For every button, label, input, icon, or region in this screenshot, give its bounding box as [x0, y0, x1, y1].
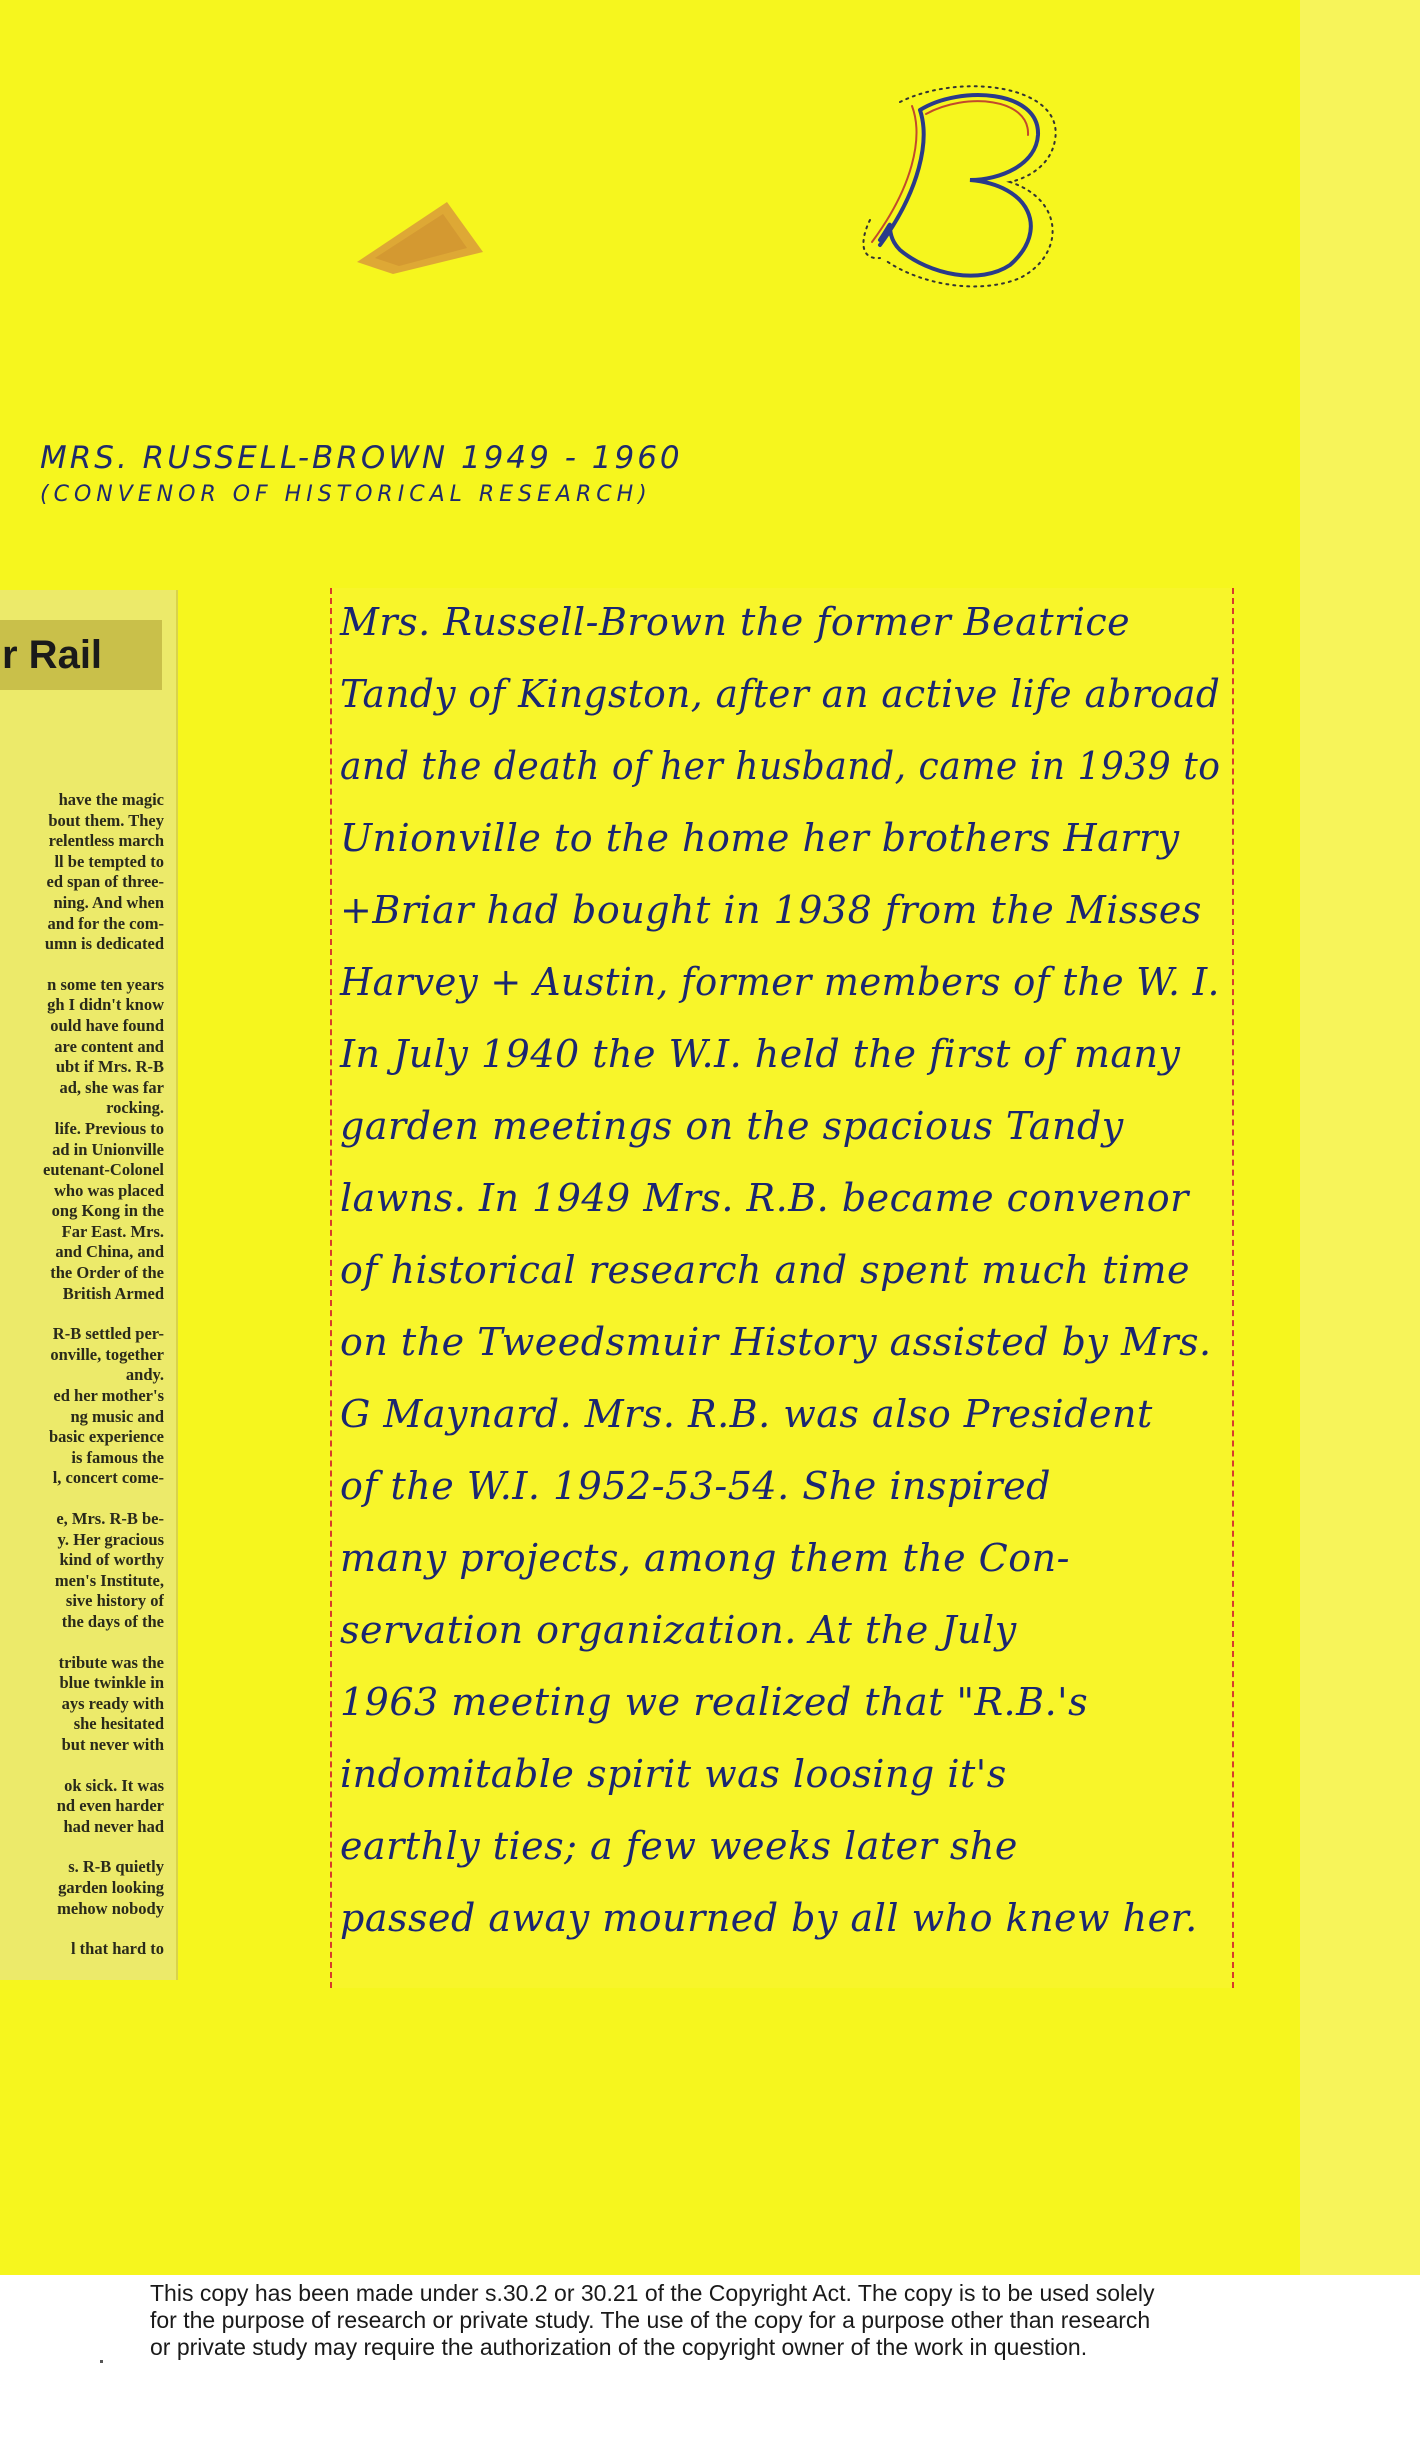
memoir-line: Harvey + Austin, former members of the W. I.: [340, 960, 1220, 1004]
clipping-line: nd even harder: [56, 1796, 164, 1816]
clipping-paragraph-gap: [0, 1919, 164, 1939]
clipping-line: e, Mrs. R-B be-: [56, 1509, 164, 1528]
clipping-line: and for the com-: [47, 913, 164, 933]
clipping-line: ubt if Mrs. R-B: [55, 1057, 164, 1077]
paper-scrap: [355, 200, 485, 280]
clipping-line: sive history of: [65, 1591, 164, 1611]
memoir-line: +Briar had bought in 1938 from the Misses: [340, 888, 1202, 932]
clipping-paragraph-gap: [0, 1837, 164, 1857]
clipping-line: ong Kong in the: [51, 1201, 164, 1221]
memoir-line: garden meetings on the spacious Tandy: [340, 1104, 1124, 1148]
newspaper-clipping: [0, 590, 178, 1980]
clipping-line: ad, she was far: [59, 1077, 164, 1097]
clipping-line: mehow nobody: [57, 1898, 164, 1918]
clipping-line: are content and: [54, 1036, 164, 1056]
clipping-line: tribute was the: [58, 1652, 164, 1672]
clipping-line: the days of the: [61, 1611, 164, 1631]
clipping-line: bout them. They: [48, 810, 164, 830]
clipping-line: who was placed: [53, 1180, 164, 1200]
copyright-line: or private study may require the authorization of the copyright owner of the work in question.: [150, 2334, 1088, 2360]
speck: [100, 2360, 103, 2363]
clipping-line: Far East. Mrs.: [61, 1221, 164, 1241]
clipping-line: s. R-B quietly: [68, 1857, 164, 1877]
clipping-line: but never with: [61, 1734, 164, 1754]
clipping-line: n some ten years: [47, 974, 164, 994]
clipping-paragraph-gap: [0, 955, 164, 975]
copyright-notice: [150, 2280, 1400, 2361]
clipping-line: umn is dedicated: [44, 934, 164, 954]
clipping-line: men's Institute,: [54, 1570, 164, 1590]
clipping-line: ad in Unionville: [52, 1139, 164, 1159]
clipping-line: eutenant-Colonel: [43, 1160, 164, 1180]
clipping-line: the Order of the: [50, 1263, 164, 1283]
clipping-line: ng music and: [70, 1406, 164, 1426]
memoir-line: on the Tweedsmuir History assisted by Mrs.: [340, 1320, 1212, 1364]
memoir-line: of the W.I. 1952-53-54. She inspired: [340, 1464, 1051, 1508]
clipping-line: ll be tempted to: [54, 851, 164, 871]
clipping-line: ning. And when: [53, 892, 164, 912]
clipping-line: have the magic: [58, 790, 164, 809]
memoir-line: and the death of her husband, came in 1939 to: [340, 744, 1221, 788]
clipping-line: had never had: [63, 1816, 164, 1836]
clipping-line: R-B settled per-: [52, 1324, 164, 1344]
memoir-line: of historical research and spent much time: [340, 1248, 1191, 1292]
memoir-line: earthly ties; a few weeks later she: [340, 1824, 1018, 1868]
clipping-line: ould have found: [50, 1015, 164, 1035]
page-edge-band: [1300, 0, 1420, 2275]
clipping-line: gh I didn't know: [47, 995, 164, 1015]
memoir-line: indomitable spirit was loosing it's: [340, 1752, 1007, 1796]
section-letter-b-ornament: [840, 80, 1100, 290]
clipping-line: relentless march: [48, 831, 164, 851]
clipping-line: life. Previous to: [54, 1118, 164, 1138]
clipping-line: ok sick. It was: [64, 1775, 164, 1795]
clipping-line: ed span of three-: [46, 872, 164, 892]
memoir-line: servation organization. At the July: [340, 1608, 1017, 1652]
clipping-line: she hesitated: [73, 1714, 164, 1734]
clipping-paragraph-gap: [0, 1304, 164, 1324]
memoir-line: Unionville to the home her brothers Harry: [340, 816, 1180, 860]
clipping-paragraph-gap: [0, 1756, 164, 1776]
memoir-line: Mrs. Russell-Brown the former Beatrice: [340, 600, 1131, 644]
memoir-line: 1963 meeting we realized that "R.B.'s: [340, 1680, 1089, 1724]
clipping-line: ays ready with: [61, 1693, 164, 1713]
memoir-line: lawns. In 1949 Mrs. R.B. became convenor: [340, 1176, 1189, 1220]
clipping-line: l, concert come-: [52, 1468, 164, 1488]
clipping-line: blue twinkle in: [59, 1673, 164, 1693]
clipping-line: kind of worthy: [59, 1550, 164, 1570]
clipping-line: is famous the: [71, 1447, 164, 1467]
clipping-line: British Armed: [62, 1283, 164, 1303]
clipping-column: [0, 790, 164, 1960]
clipping-line: ed her mother's: [53, 1386, 164, 1406]
memoir-line: many projects, among them the Con-: [340, 1536, 1070, 1580]
clipping-line: onville, together: [50, 1344, 164, 1364]
clipping-line: andy.: [125, 1365, 164, 1385]
memoir-line: In July 1940 the W.I. held the first of many: [340, 1032, 1181, 1076]
clipping-line: l that hard to: [70, 1939, 164, 1959]
header-title: MRS. RUSSELL-BROWN 1949 - 1960: [40, 440, 683, 476]
clipping-line: rocking.: [106, 1098, 164, 1118]
clipping-headline: r Rail: [0, 620, 162, 690]
page-header: [40, 440, 840, 507]
clipping-line: garden looking: [58, 1877, 164, 1897]
clipping-line: basic experience: [48, 1427, 164, 1447]
clipping-paragraph-gap: [0, 1489, 164, 1509]
memoir-line: Tandy of Kingston, after an active life abroad: [340, 672, 1221, 716]
memoir-line: G Maynard. Mrs. R.B. was also President: [340, 1392, 1153, 1436]
clipping-paragraph-gap: [0, 1633, 164, 1653]
copyright-line: for the purpose of research or private study. The use of the copy for a purpose other than research: [150, 2307, 1151, 2333]
handwritten-memoir: [330, 588, 1234, 1988]
header-subtitle: (CONVENOR OF HISTORICAL RESEARCH): [40, 482, 652, 507]
clipping-line: and China, and: [55, 1242, 164, 1262]
memoir-line: passed away mourned by all who knew her.: [340, 1896, 1198, 1940]
copyright-line: This copy has been made under s.30.2 or 30.21 of the Copyright Act. The copy is to be used solely: [150, 2280, 1155, 2306]
clipping-line: y. Her gracious: [57, 1529, 164, 1549]
